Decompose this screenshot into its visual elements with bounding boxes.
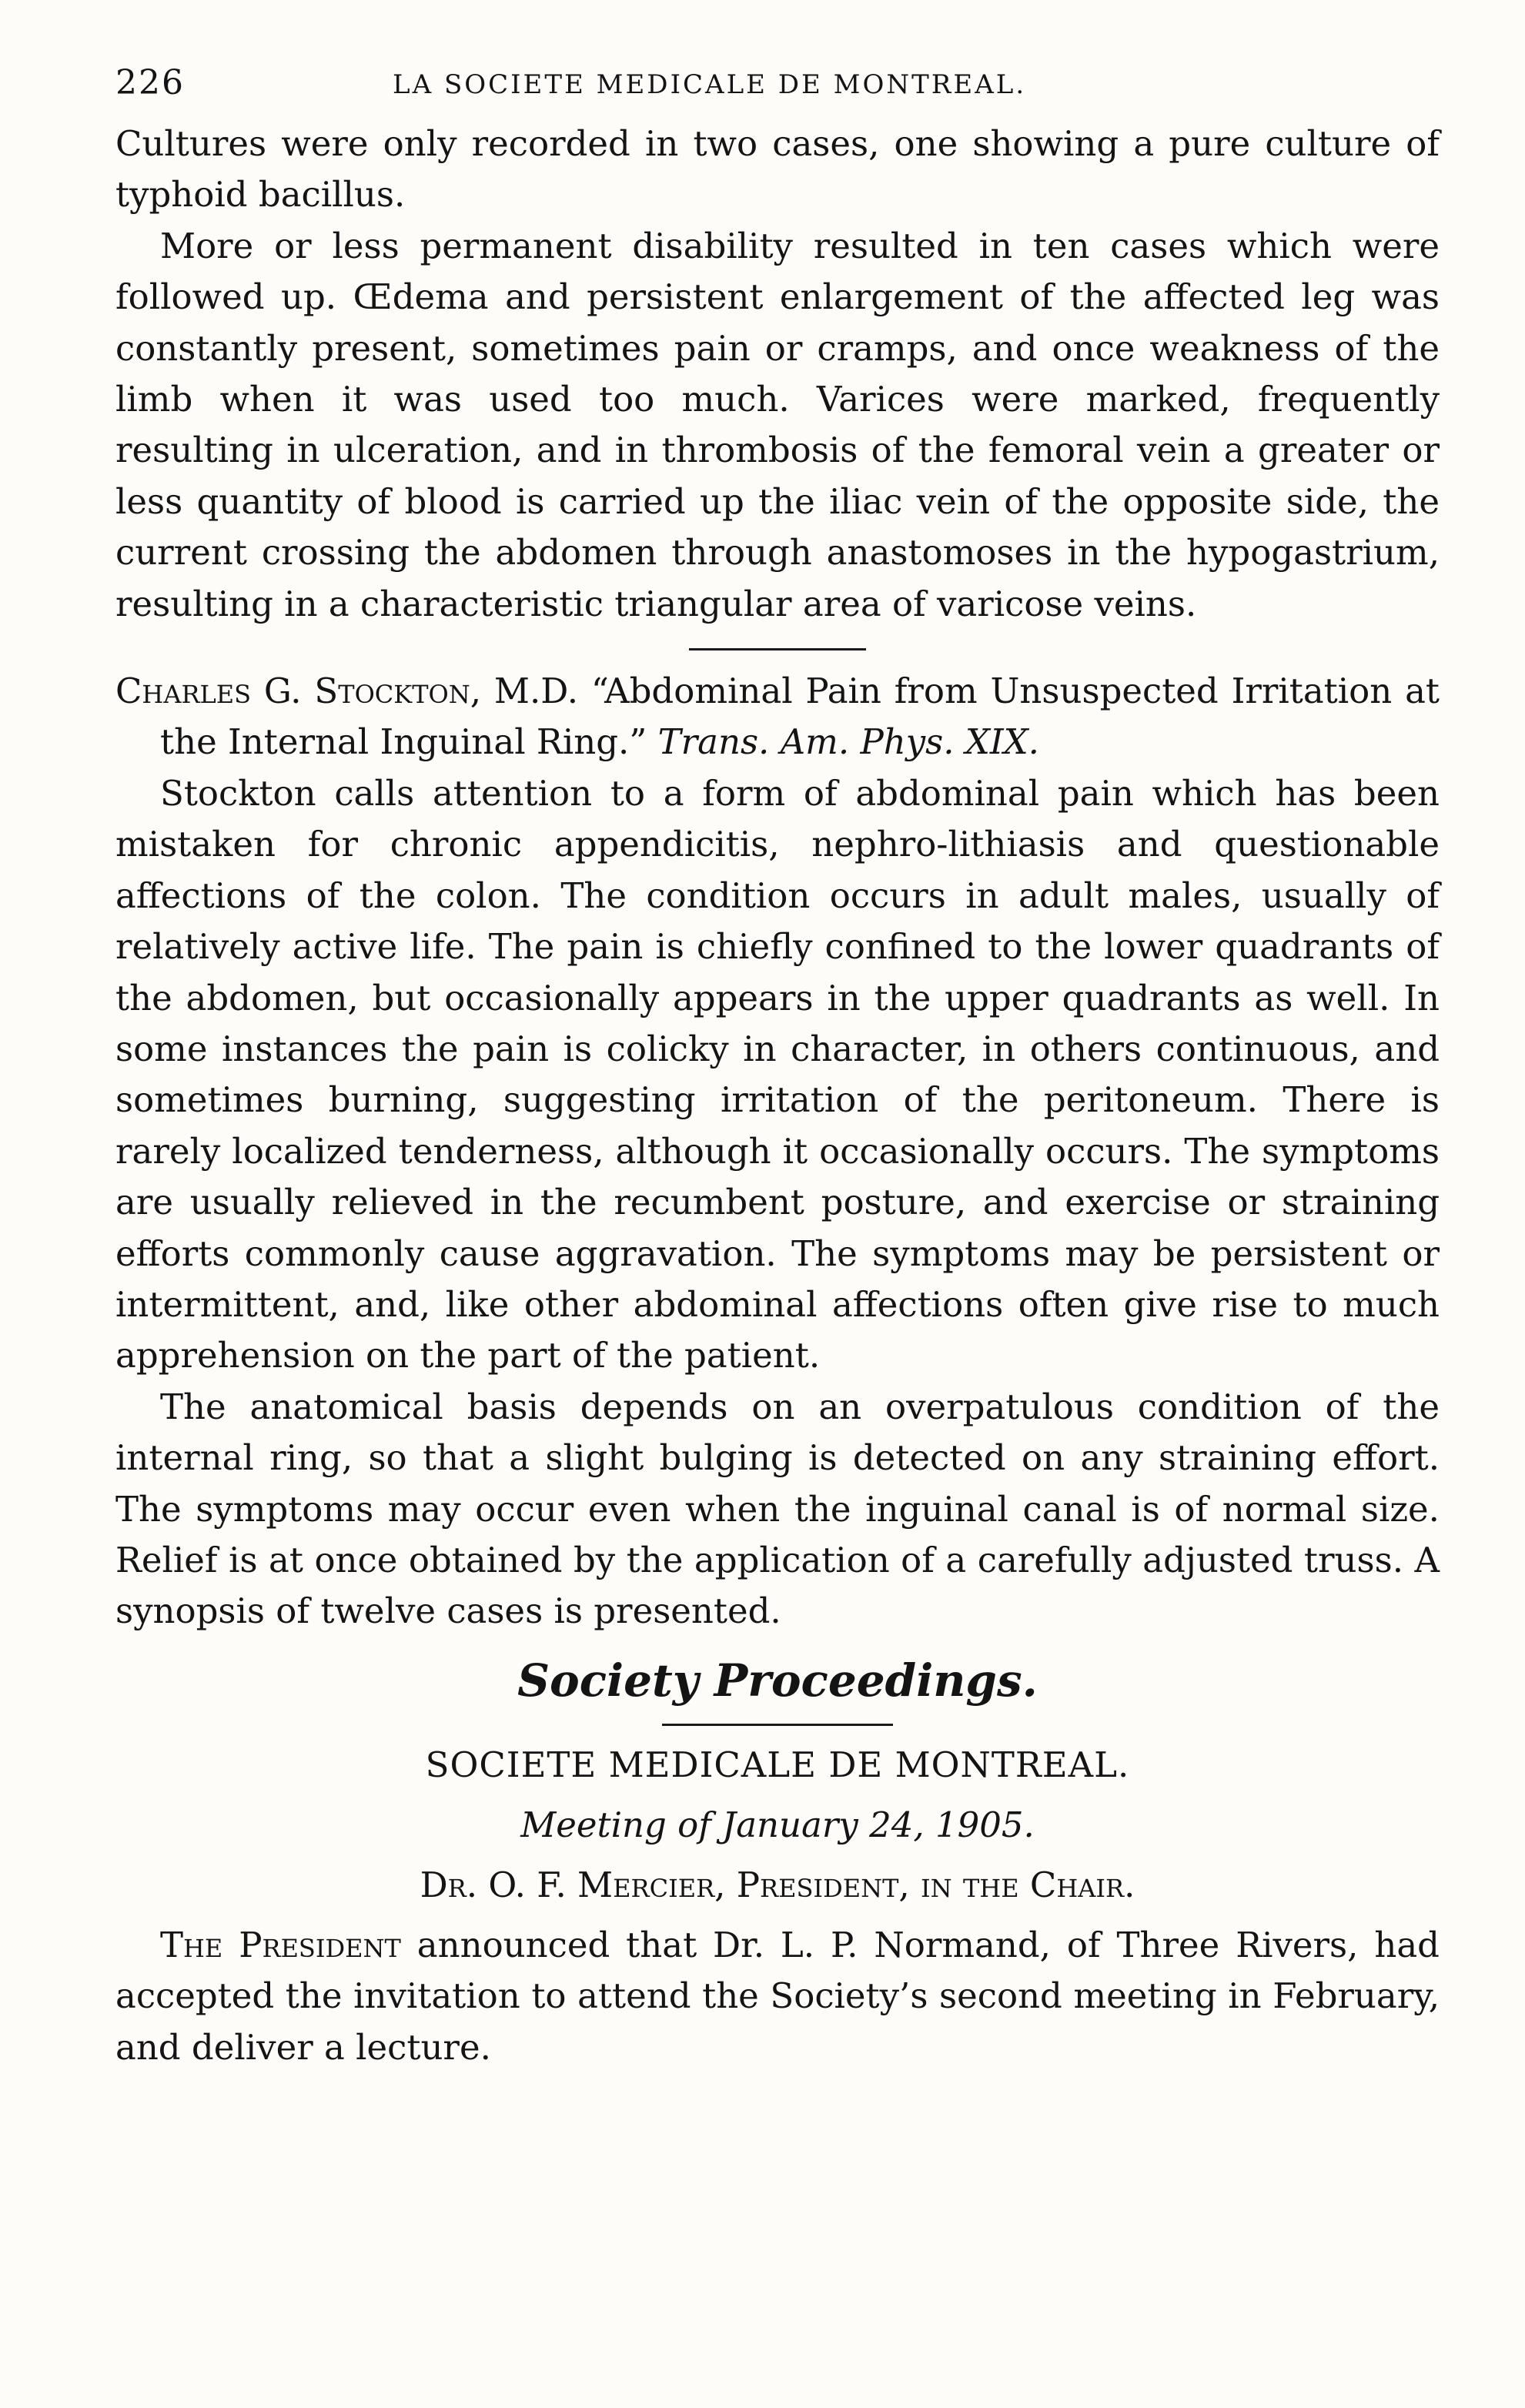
paragraph-stockton-summary: Stockton calls attention to a form of abdominal pain which has been mistaken for chronic appendicitis, nephro-lithiasis and questionable affections of the colon. The condition occurs in adult males, usually of relatively active life. The pain is chiefly confined to the lower quadrants of the abdomen, but occasionally appears in the upper quadrants as well. In some instances the pain is colicky in character, in others continuous, and sometimes burning, suggesting irritation of the peritoneum. There is rarely localized tenderness, although it occasionally occurs. The symptoms are usually relieved in the recumbent posture, and exercise or straining efforts commonly cause aggravation. The symptoms may be persistent or intermittent, and, like other abdominal affections often give rise to much apprehension on the part of the patient. — [115, 772, 1440, 1376]
citation-source: Trans. Am. Phys. XIX. — [657, 721, 1039, 763]
article-citation — [115, 666, 1440, 768]
paragraph-cultures: Cultures were only recorded in two cases, one showing a pure culture of typhoid bacillus. — [115, 123, 1440, 216]
heading-divider — [662, 1724, 893, 1726]
announcement-text: announced that Dr. L. P. Normand, of Three Rivers, had accepted the invitation to attend the Society’s second meeting in February, and deliver a lecture. — [115, 1924, 1440, 2068]
citation-title: “Abdominal Pain from Unsuspected Irritation at the Internal Inguinal Ring.” — [160, 671, 1440, 763]
meeting-date: Meeting of January 24, 1905. — [520, 1804, 1035, 1845]
paragraph-disability: More or less permanent disability resulted in ten cases which were followed up. Œdema and persistent enlargement of the affected leg was constantly present, sometimes pain or cramps, and once weakness of the limb when it was used too much. Varices were marked, frequently resulting in ulceration, and in thrombosis of the femoral vein a greater or less quantity of blood is carried up the iliac vein of the opposite side, the current crossing the abdomen through anastomoses in the hypogastrium, resulting in a characteristic triangular area of varicose veins. — [115, 225, 1440, 624]
citation-author: Charles G. Stockton, M.D. — [115, 671, 579, 712]
page-number: 226 — [115, 63, 185, 102]
section-divider — [689, 648, 866, 650]
section-heading: Society Proceedings. — [517, 1654, 1038, 1707]
journal-page — [115, 63, 1440, 2357]
announcement-lead: The President — [160, 1924, 401, 1965]
paragraph-anatomical-basis: The anatomical basis depends on an overpatulous condition of the internal ring, so that a slight bulging is detected on any straining effort. The symptoms may occur even when the inguinal canal is of normal size. Relief is at once obtained by the application of a carefully adjusted truss. A synopsis of twelve cases is presented. — [115, 1386, 1440, 1632]
chair-line: Dr. O. F. Mercier, President, in the Chair. — [420, 1864, 1135, 1905]
paragraph-announcement — [115, 1920, 1440, 2073]
society-name: SOCIETE MEDICALE DE MONTREAL. — [425, 1744, 1130, 1785]
journal-title: LA SOCIETE MEDICALE DE MONTREAL. — [393, 69, 1027, 100]
running-head — [115, 63, 1440, 119]
